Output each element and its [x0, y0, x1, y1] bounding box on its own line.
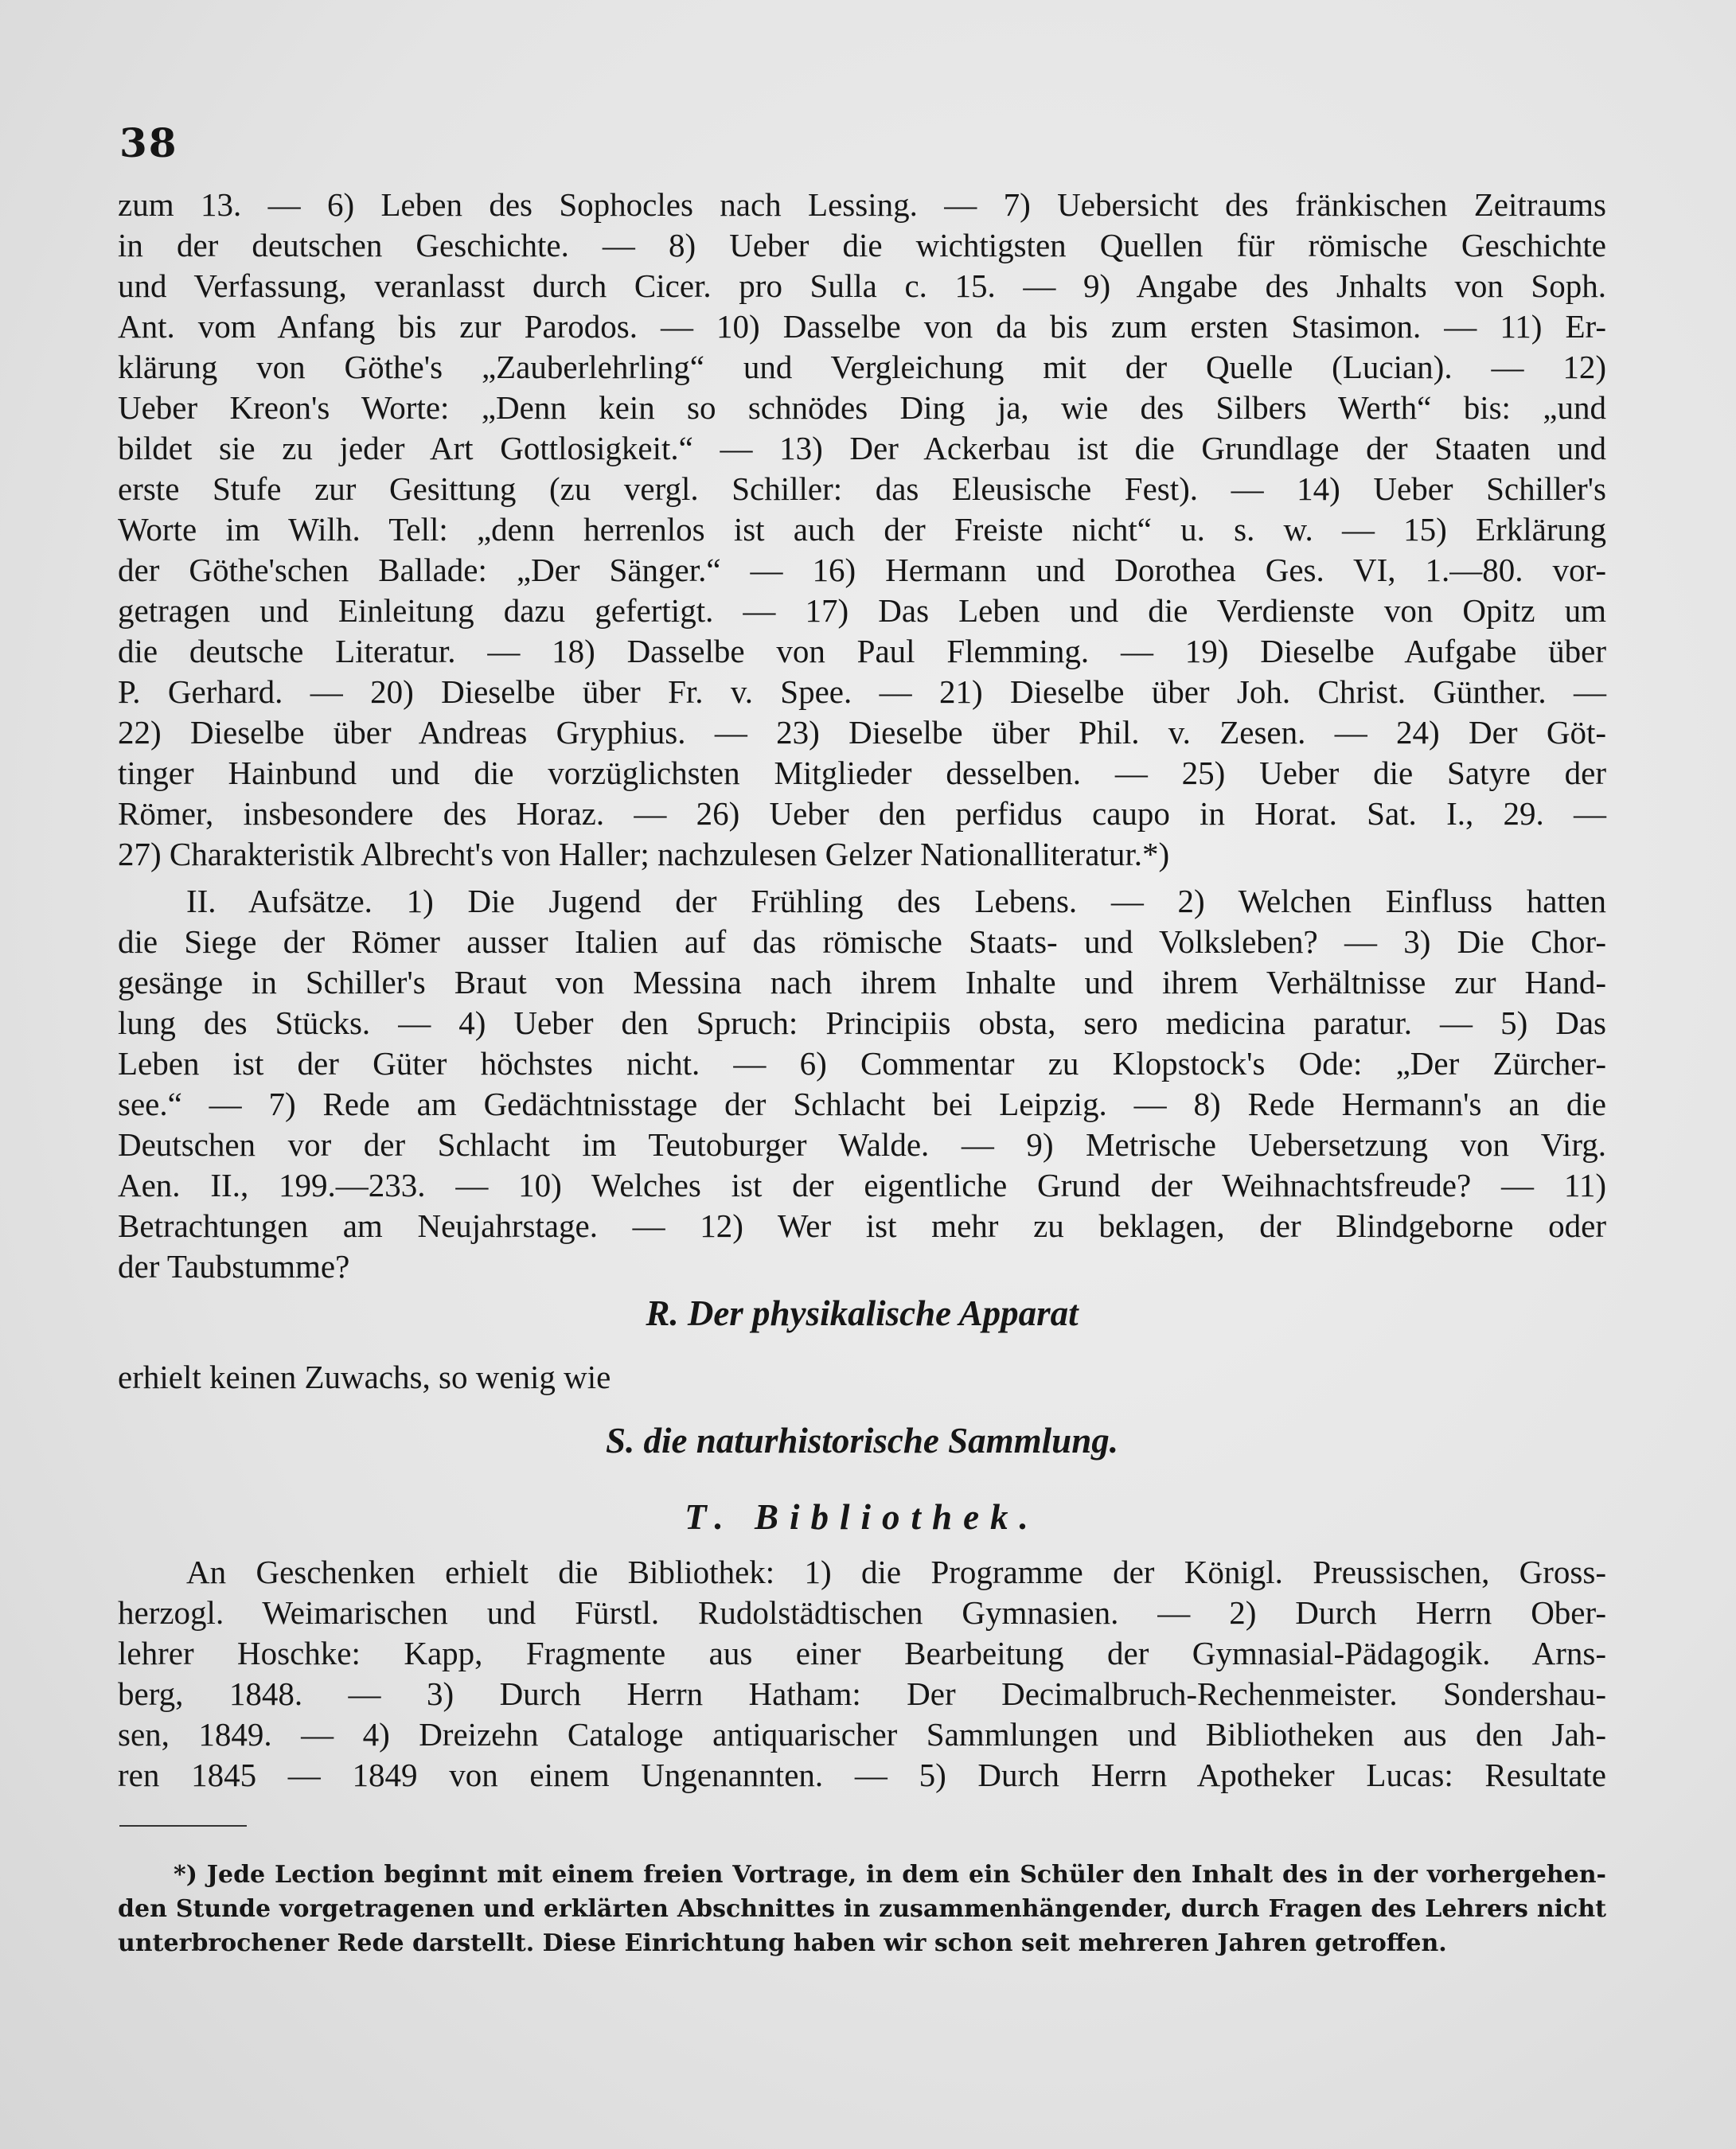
text-line: tinger Hainbund und die vorzüglichsten Mitglieder desselben. — 25) Ueber die Satyre der	[118, 755, 1606, 791]
text-line: II. Aufsätze. 1) Die Jugend der Frühling des Lebens. — 2) Welchen Einfluss hatten	[186, 883, 1606, 919]
text-line: berg, 1848. — 3) Durch Herrn Hatham: Der Decimalbruch-Rechenmeister. Sondershau-	[118, 1675, 1606, 1712]
page-number: 38	[119, 119, 178, 166]
text-line: An Geschenken erhielt die Bibliothek: 1) die Programme der Königl. Preussischen, Gross-	[186, 1554, 1606, 1590]
text-line: die Siege der Römer ausser Italien auf das römische Staats- und Volksleben? — 3) Die Chor-	[118, 923, 1606, 960]
text-line: die deutsche Literatur. — 18) Dasselbe von Paul Flemming. — 19) Dieselbe Aufgabe über	[118, 633, 1606, 669]
text-line: P. Gerhard. — 20) Dieselbe über Fr. v. Spee. — 21) Dieselbe über Joh. Christ. Günther. —	[118, 673, 1606, 710]
text-line: der Göthe'schen Ballade: „Der Sänger.“ — 16) Hermann und Dorothea Ges. VI, 1.—80. vor-	[118, 552, 1606, 588]
text-line: sen, 1849. — 4) Dreizehn Cataloge antiquarischer Sammlungen und Bibliotheken aus den Jah-	[118, 1716, 1606, 1753]
text-line: erste Stufe zur Gesittung (zu vergl. Schiller: das Eleusische Fest). — 14) Ueber Schiller's	[118, 470, 1606, 507]
text-line: lehrer Hoschke: Kapp, Fragmente aus einer Bearbeitung der Gymnasial-Pädagogik. Arns-	[118, 1635, 1606, 1671]
text-line: Aen. II., 199.—233. — 10) Welches ist der eigentliche Grund der Weihnachtsfreude? — 11)	[118, 1167, 1606, 1203]
footnote	[118, 1858, 1606, 1960]
section-heading-t: T. Bibliothek.	[685, 1497, 1040, 1537]
paragraph-r	[118, 1357, 1606, 1398]
footnote-line: den Stunde vorgetragenen und erklärten Abschnittes in zusammenhängender, durch Fragen des Lehrers nicht	[118, 1895, 1606, 1923]
footnote-rule	[119, 1825, 247, 1827]
text-line: in der deutschen Geschichte. — 8) Ueber die wichtigsten Quellen für römische Geschichte	[118, 227, 1606, 263]
text-line: Leben ist der Güter höchstes nicht. — 6) Commentar zu Klopstock's Ode: „Der Zürcher-	[118, 1045, 1606, 1082]
paragraph-aufsaetze	[118, 881, 1606, 1287]
text-line: der Taubstumme?	[118, 1248, 350, 1285]
section-heading-s: S. die naturhistorische Sammlung.	[606, 1421, 1118, 1461]
text-line: see.“ — 7) Rede am Gedächtnisstage der Schlacht bei Leipzig. — 8) Rede Hermann's an die	[118, 1086, 1606, 1122]
text-line: Ant. vom Anfang bis zur Parodos. — 10) Dasselbe von da bis zum ersten Stasimon. — 11) Er-	[118, 308, 1606, 345]
text-line: Betrachtungen am Neujahrstage. — 12) Wer ist mehr zu beklagen, der Blindgeborne oder	[118, 1207, 1606, 1244]
text-line: klärung von Göthe's „Zauberlehrling“ und Vergleichung mit der Quelle (Lucian). — 12)	[118, 349, 1606, 385]
text-line: gesänge in Schiller's Braut von Messina nach ihrem Inhalte und ihrem Verhältnisse zur Hand-	[118, 964, 1606, 1000]
text-line: bildet sie zu jeder Art Gottlosigkeit.“ — 13) Der Ackerbau ist die Grundlage der Staaten und	[118, 430, 1606, 466]
text-line: getragen und Einleitung dazu gefertigt. — 17) Das Leben und die Verdienste von Opitz um	[118, 592, 1606, 629]
footnote-line: *) Jede Lection beginnt mit einem freien Vortrage, in dem ein Schüler den Inhalt des in der vorhergehen-	[174, 1861, 1606, 1889]
footnote-line: unterbrochener Rede darstellt. Diese Einrichtung haben wir schon seit mehreren Jahren getroffen.	[118, 1929, 1447, 1957]
text-line: Römer, insbesondere des Horaz. — 26) Ueber den perfidus caupo in Horat. Sat. I., 29. —	[118, 795, 1606, 832]
text-line: ren 1845 — 1849 von einem Ungenannten. — 5) Durch Herrn Apotheker Lucas: Resultate	[118, 1757, 1606, 1793]
text-line: lung des Stücks. — 4) Ueber den Spruch: Principiis obsta, sero medicina paratur. — 5) Das	[118, 1004, 1606, 1041]
text-line: zum 13. — 6) Leben des Sophocles nach Lessing. — 7) Uebersicht des fränkischen Zeitraums	[118, 186, 1606, 223]
text-line: Ueber Kreon's Worte: „Denn kein so schnödes Ding ja, wie des Silbers Werth“ bis: „und	[118, 389, 1606, 426]
text-line: und Verfassung, veranlasst durch Cicer. pro Sulla c. 15. — 9) Angabe des Jnhalts von Soph.	[118, 267, 1606, 304]
text-line: 27) Charakteristik Albrecht's von Haller; nachzulesen Gelzer Nationalliteratur.*)	[118, 836, 1170, 872]
paragraph-bibliothek	[118, 1552, 1606, 1796]
text-line: erhielt keinen Zuwachs, so wenig wie	[118, 1359, 611, 1395]
section-heading-r: R. Der physikalische Apparat	[646, 1293, 1079, 1333]
text-line: 22) Dieselbe über Andreas Gryphius. — 23) Dieselbe über Phil. v. Zesen. — 24) Der Göt-	[118, 714, 1606, 751]
text-line: Worte im Wilh. Tell: „denn herrenlos ist auch der Freiste nicht“ u. s. w. — 15) Erklärung	[118, 511, 1606, 548]
paragraph-topics	[118, 185, 1606, 875]
text-line: Deutschen vor der Schlacht im Teutoburger Walde. — 9) Metrische Uebersetzung von Virg.	[118, 1126, 1606, 1163]
text-line: herzogl. Weimarischen und Fürstl. Rudolstädtischen Gymnasien. — 2) Durch Herrn Ober-	[118, 1594, 1606, 1631]
